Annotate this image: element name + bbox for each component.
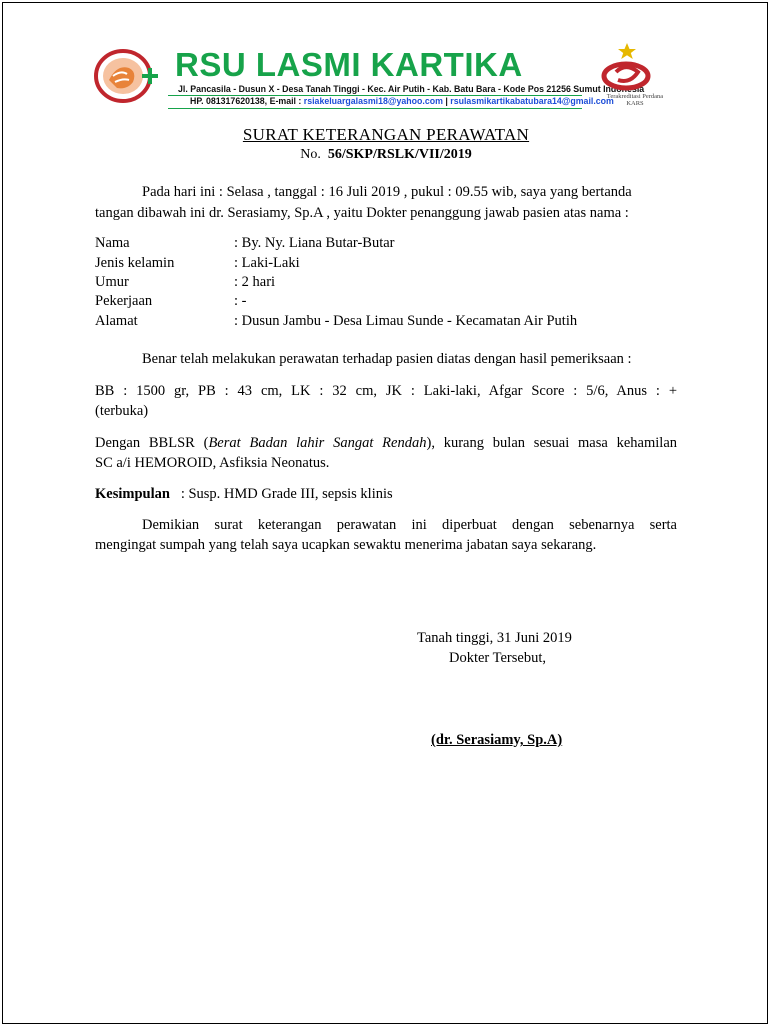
contact-separator: | [442,96,451,106]
patient-row-address [95,313,577,330]
patient-value: : By. Ny. Liana Butar-Butar [234,235,395,251]
patient-row-gender [95,255,300,272]
conclusion [95,486,393,503]
conclusion-value: : Susp. HMD Grade III, sepsis klinis [180,486,393,502]
email-link-2[interactable]: rsulasmikartikabatubara14@gmail.com [450,96,614,106]
accreditation-text: Terakreditasi Perdana [606,93,664,100]
hospital-address: Jl. Pancasila - Dusun X - Desa Tanah Tinggi - Kec. Air Putih - Kab. Batu Bara - Kode Pos 21256 Sumut Indonesia [178,84,645,94]
signer-name: (dr. Serasiamy, Sp.A) [431,732,563,748]
closing-line-2: mengingat sumpah yang telah saya ucapkan sewaktu menerima jabatan saya sekarang. [95,537,597,553]
document-title: SURAT KETERANGAN PERAWATAN [242,125,530,144]
patient-label: Jenis kelamin [95,255,175,271]
patient-value: : - [234,293,247,309]
patient-value: : Laki-Laki [234,255,300,271]
exam-intro: Benar telah melakukan perawatan terhadap pasien diatas dengan hasil pemeriksaan : [142,351,632,367]
closing-line-1: Demikian surat keterangan perawatan ini diperbuat dengan sebenarnya serta [142,517,677,533]
kars-emblem-icon [596,42,674,94]
number-value: 56/SKP/RSLK/VII/2019 [327,147,472,162]
number-prefix: No. [300,147,321,162]
exam-line-1: BB : 1500 gr, PB : 43 cm, LK : 32 cm, JK : Laki-laki, Afgar Score : 5/6, Anus : + [95,383,677,399]
patient-label: Umur [95,274,129,290]
diagnosis-line-1 [95,435,677,452]
patient-row-name [95,235,395,252]
intro-line-2: tangan dibawah ini dr. Serasiamy, Sp.A , yaitu Dokter penanggung jawab pasien atas nama : [95,205,629,221]
accreditation-org: KARS [626,100,644,107]
patient-value: : 2 hari [234,274,276,290]
place-date: Tanah tinggi, 31 Juni 2019 [417,630,572,646]
header-rule-bottom [168,108,582,109]
diagnosis-pre: Dengan BBLSR ( [95,435,209,451]
patient-label: Alamat [95,313,138,329]
patient-label: Pekerjaan [95,293,153,309]
patient-row-occupation [95,293,246,310]
diagnosis-post: ), kurang bulan sesuai masa kehamilan [426,435,678,451]
patient-label: Nama [95,235,130,251]
document-title-block [0,125,772,145]
hospital-contact [190,96,614,106]
contact-prefix: HP. 081317620138, E-mail : [190,96,304,106]
patient-row-age [95,274,275,291]
hospital-logo-icon [93,46,168,104]
patient-value: : Dusun Jambu - Desa Limau Sunde - Kecamatan Air Putih [234,313,578,329]
diagnosis-line-2: SC a/i HEMOROID, Asfiksia Neonatus. [95,455,330,471]
accreditation-logo [596,42,674,110]
diagnosis-italic: Berat Badan lahir Sangat Rendah [208,435,427,451]
exam-line-2: (terbuka) [95,403,149,419]
intro-line-1: Pada hari ini : Selasa , tanggal : 16 Juli 2019 , pukul : 09.55 wib, saya yang bertanda [142,184,632,200]
signer-role: Dokter Tersebut, [449,650,546,666]
conclusion-label: Kesimpulan [95,486,170,502]
hospital-name: RSU LASMI KARTIKA [175,46,523,83]
document-number [0,147,772,163]
email-link-1[interactable]: rsiakeluargalasmi18@yahoo.com [303,96,443,106]
